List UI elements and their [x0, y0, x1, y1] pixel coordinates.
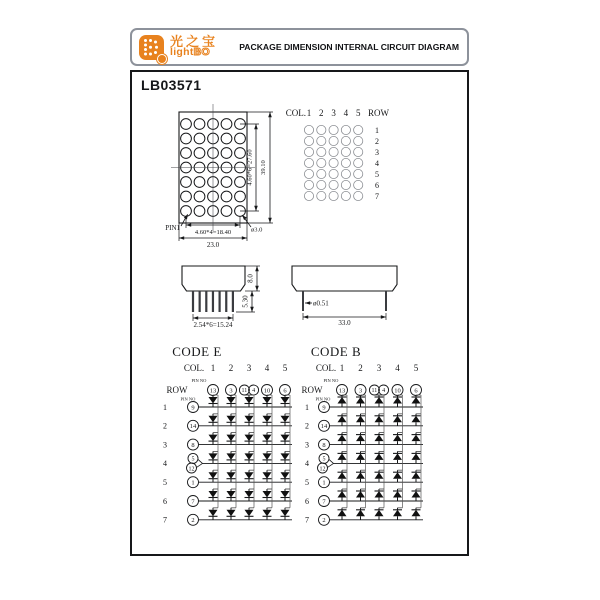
svg-text:5: 5	[163, 478, 167, 487]
svg-text:9: 9	[322, 404, 326, 412]
svg-text:6: 6	[163, 496, 167, 506]
circuit-code-b	[302, 344, 424, 525]
svg-text:9: 9	[191, 404, 195, 412]
svg-text:1: 1	[339, 363, 345, 373]
svg-text:2: 2	[375, 136, 379, 146]
brand-latin-name: lightBO	[170, 46, 211, 58]
svg-text:5: 5	[413, 363, 419, 373]
svg-text:12: 12	[188, 466, 195, 473]
svg-text:PIN1: PIN1	[165, 224, 180, 232]
svg-text:23.0: 23.0	[206, 241, 220, 249]
svg-text:ø3.0: ø3.0	[251, 226, 263, 234]
svg-text:5: 5	[355, 108, 361, 118]
svg-text:6: 6	[375, 180, 379, 190]
svg-text:8: 8	[322, 441, 326, 449]
svg-text:PIN NO: PIN NO	[180, 396, 196, 402]
svg-text:5: 5	[191, 456, 195, 463]
svg-text:2: 2	[322, 517, 326, 525]
svg-text:1: 1	[306, 108, 312, 118]
svg-text:2: 2	[305, 421, 309, 431]
svg-text:3: 3	[163, 440, 167, 450]
side-view-front	[182, 266, 260, 329]
side-view-profile	[292, 266, 397, 327]
svg-text:7: 7	[163, 515, 167, 525]
svg-text:4: 4	[305, 459, 309, 469]
svg-text:6: 6	[414, 387, 418, 395]
svg-text:14: 14	[320, 423, 328, 431]
svg-text:5.30: 5.30	[241, 295, 250, 308]
svg-text:13: 13	[338, 387, 346, 395]
svg-text:10: 10	[394, 387, 401, 395]
svg-text:ROW: ROW	[301, 385, 323, 395]
svg-text:PIN NO: PIN NO	[191, 378, 207, 383]
svg-text:COL.: COL.	[315, 363, 337, 373]
svg-text:33.0: 33.0	[338, 319, 351, 327]
svg-text:1: 1	[375, 125, 379, 135]
svg-text:2: 2	[358, 363, 363, 373]
svg-text:1: 1	[191, 479, 195, 487]
svg-text:2: 2	[228, 363, 234, 373]
svg-text:4: 4	[382, 388, 386, 395]
svg-text:4.60*4=18.40: 4.60*4=18.40	[194, 229, 232, 236]
svg-text:5: 5	[322, 456, 326, 463]
svg-text:1: 1	[210, 363, 216, 373]
circuit-code-e	[163, 344, 292, 525]
front-view-drawing	[165, 104, 273, 249]
svg-text:11: 11	[241, 388, 248, 395]
svg-text:1: 1	[322, 479, 326, 487]
svg-text:4: 4	[375, 158, 379, 168]
svg-text:ROW: ROW	[166, 385, 188, 395]
svg-text:ø0.51: ø0.51	[313, 299, 329, 308]
svg-text:2.54*6=15.24: 2.54*6=15.24	[193, 321, 233, 329]
svg-text:4: 4	[395, 363, 400, 373]
svg-text:2: 2	[191, 517, 195, 525]
svg-text:13: 13	[209, 387, 217, 395]
svg-text:12: 12	[319, 466, 326, 473]
svg-text:4: 4	[343, 108, 349, 118]
svg-text:6: 6	[305, 496, 309, 506]
svg-text:PIN NO: PIN NO	[323, 378, 339, 383]
svg-text:8: 8	[191, 441, 195, 449]
svg-text:2: 2	[319, 108, 324, 118]
part-number: LB03571	[141, 77, 202, 93]
svg-text:1: 1	[163, 402, 167, 412]
svg-text:3: 3	[305, 440, 309, 450]
svg-text:5: 5	[375, 169, 379, 179]
svg-text:3: 3	[358, 387, 363, 395]
svg-text:CODE B: CODE B	[310, 344, 362, 359]
svg-text:4: 4	[252, 388, 256, 395]
svg-text:1: 1	[305, 402, 309, 412]
svg-text:4.60*6=27.60: 4.60*6=27.60	[246, 149, 254, 186]
col-row-dot-map	[286, 108, 390, 201]
svg-text:2: 2	[163, 421, 167, 431]
svg-text:3: 3	[331, 108, 336, 118]
svg-text:3: 3	[375, 147, 379, 157]
svg-text:CODE E: CODE E	[172, 344, 222, 359]
svg-text:5: 5	[282, 363, 288, 373]
svg-text:PIN NO: PIN NO	[315, 396, 331, 402]
svg-text:5: 5	[305, 478, 309, 487]
page-title: PACKAGE DIMENSION INTERNAL CIRCUIT DIAGRAM	[239, 42, 459, 52]
svg-text:4: 4	[264, 363, 270, 373]
svg-text:COL.: COL.	[285, 108, 306, 118]
svg-text:4: 4	[163, 459, 167, 469]
svg-text:7: 7	[375, 191, 379, 201]
svg-text:COL.: COL.	[183, 363, 205, 373]
svg-text:10: 10	[263, 387, 271, 395]
svg-text:14: 14	[189, 423, 197, 431]
svg-text:3: 3	[376, 363, 382, 373]
svg-text:7: 7	[322, 498, 326, 506]
svg-text:39.10: 39.10	[260, 160, 267, 175]
svg-text:3: 3	[246, 363, 252, 373]
brand-chinese-name: 光之宝	[170, 34, 219, 49]
svg-text:6: 6	[283, 387, 287, 395]
svg-text:11: 11	[371, 388, 378, 395]
svg-text:7: 7	[191, 498, 195, 506]
svg-text:3: 3	[229, 387, 233, 395]
svg-text:ROW: ROW	[368, 108, 389, 118]
svg-text:8.0: 8.0	[246, 274, 255, 283]
svg-text:7: 7	[305, 515, 309, 525]
